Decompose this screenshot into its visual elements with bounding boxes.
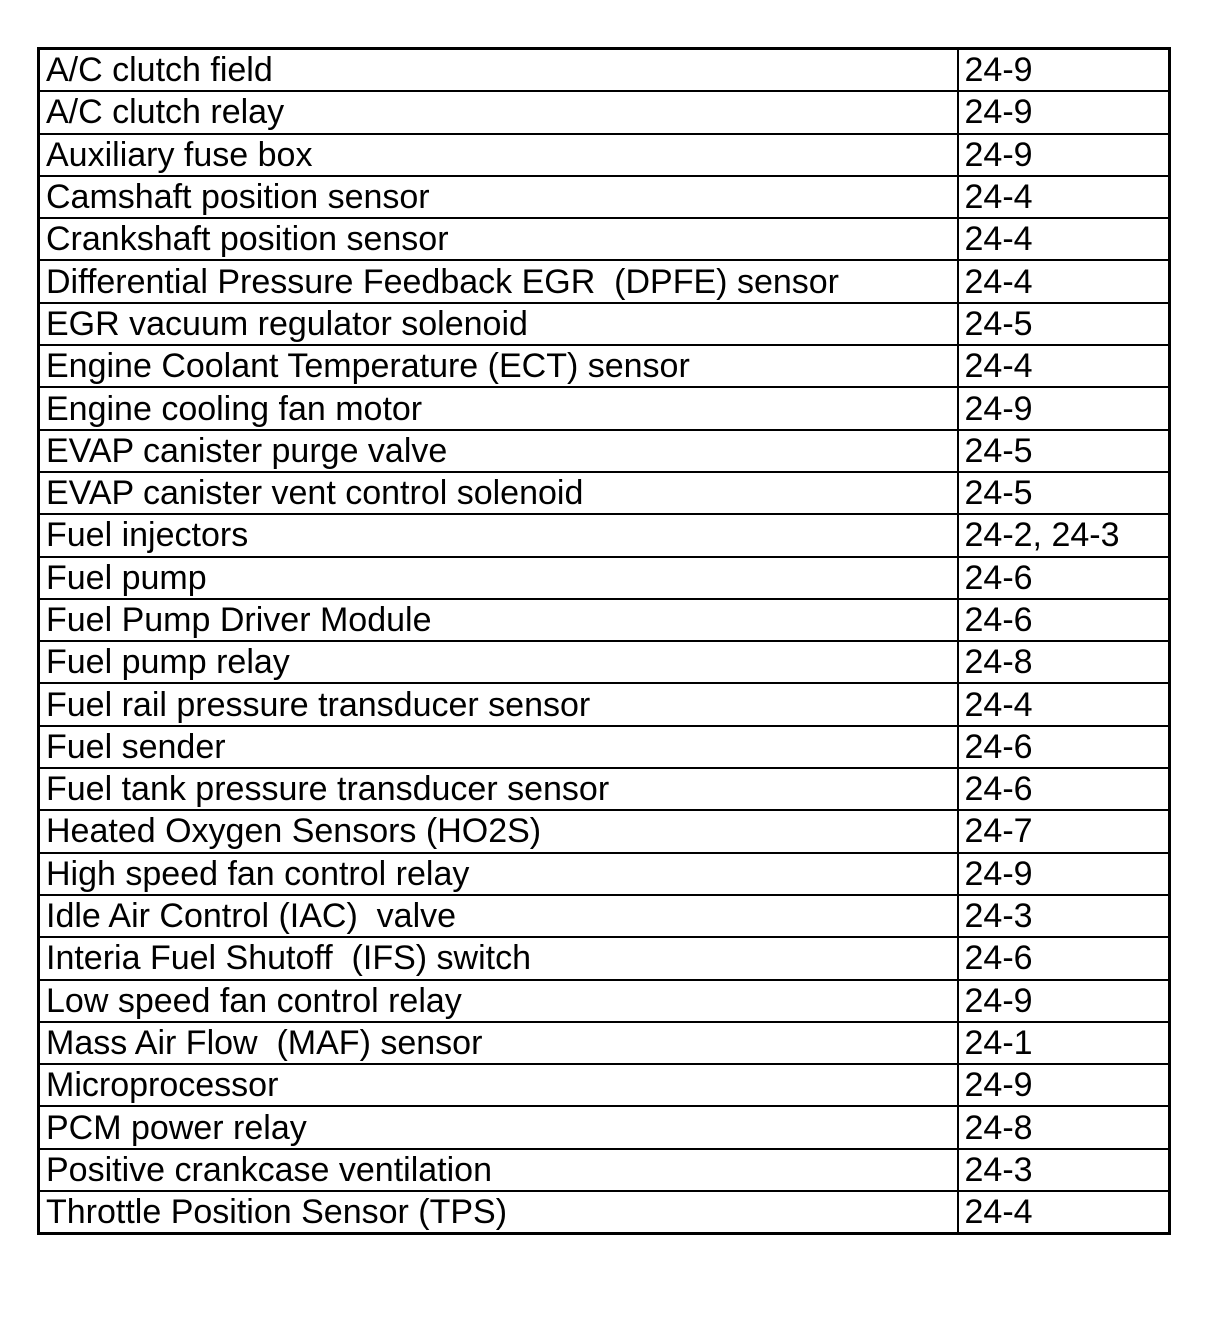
table-row [39, 810, 1170, 852]
component-index-table [37, 47, 1171, 1235]
table-row [39, 768, 1170, 810]
page-reference-cell: 24-4 [958, 1191, 1170, 1234]
component-name-cell: Fuel pump [39, 557, 958, 599]
page-reference-cell: 24-5 [958, 430, 1170, 472]
component-name-cell: Crankshaft position sensor [39, 218, 958, 260]
component-name-cell: EGR vacuum regulator solenoid [39, 303, 958, 345]
component-name-cell: EVAP canister purge valve [39, 430, 958, 472]
table-row [39, 1022, 1170, 1064]
table-row [39, 895, 1170, 937]
page-reference-cell: 24-9 [958, 134, 1170, 176]
page-reference-cell: 24-6 [958, 726, 1170, 768]
page-reference-cell: 24-6 [958, 557, 1170, 599]
table-row [39, 176, 1170, 218]
table-row [39, 472, 1170, 514]
page-reference-cell: 24-9 [958, 49, 1170, 92]
page-reference-cell: 24-5 [958, 472, 1170, 514]
component-name-cell: Camshaft position sensor [39, 176, 958, 218]
page-reference-cell: 24-8 [958, 1106, 1170, 1148]
table-row [39, 430, 1170, 472]
table-row [39, 599, 1170, 641]
component-name-cell: PCM power relay [39, 1106, 958, 1148]
table-row [39, 683, 1170, 725]
table-row [39, 557, 1170, 599]
table-row [39, 980, 1170, 1022]
component-name-cell: Fuel sender [39, 726, 958, 768]
page-reference-cell: 24-3 [958, 895, 1170, 937]
page-reference-cell: 24-9 [958, 853, 1170, 895]
table-row [39, 49, 1170, 92]
page-reference-cell: 24-9 [958, 1064, 1170, 1106]
table-row [39, 853, 1170, 895]
table-row [39, 726, 1170, 768]
table-row [39, 1149, 1170, 1191]
page-reference-cell: 24-4 [958, 260, 1170, 302]
component-name-cell: Fuel injectors [39, 514, 958, 556]
component-name-cell: High speed fan control relay [39, 853, 958, 895]
page-reference-cell: 24-4 [958, 683, 1170, 725]
component-name-cell: Positive crankcase ventilation [39, 1149, 958, 1191]
table-row [39, 387, 1170, 429]
component-name-cell: Idle Air Control (IAC) valve [39, 895, 958, 937]
page-reference-cell: 24-9 [958, 91, 1170, 133]
component-name-cell: Engine Coolant Temperature (ECT) sensor [39, 345, 958, 387]
page-reference-cell: 24-7 [958, 810, 1170, 852]
page-reference-cell: 24-9 [958, 387, 1170, 429]
table-row [39, 937, 1170, 979]
component-name-cell: Heated Oxygen Sensors (HO2S) [39, 810, 958, 852]
table-row [39, 514, 1170, 556]
page-reference-cell: 24-8 [958, 641, 1170, 683]
component-name-cell: Fuel pump relay [39, 641, 958, 683]
table-row [39, 1106, 1170, 1148]
component-name-cell: A/C clutch relay [39, 91, 958, 133]
page-reference-cell: 24-2, 24-3 [958, 514, 1170, 556]
page-reference-cell: 24-6 [958, 768, 1170, 810]
component-name-cell: Throttle Position Sensor (TPS) [39, 1191, 958, 1234]
page-reference-cell: 24-9 [958, 980, 1170, 1022]
component-name-cell: Fuel tank pressure transducer sensor [39, 768, 958, 810]
table-row [39, 1191, 1170, 1234]
component-name-cell: Interia Fuel Shutoff (IFS) switch [39, 937, 958, 979]
table-row [39, 303, 1170, 345]
table-row [39, 1064, 1170, 1106]
component-name-cell: Microprocessor [39, 1064, 958, 1106]
table-row [39, 91, 1170, 133]
page-reference-cell: 24-4 [958, 218, 1170, 260]
component-name-cell: Differential Pressure Feedback EGR (DPFE) sensor [39, 260, 958, 302]
page-reference-cell: 24-6 [958, 599, 1170, 641]
component-name-cell: Fuel rail pressure transducer sensor [39, 683, 958, 725]
table-row [39, 134, 1170, 176]
component-name-cell: EVAP canister vent control solenoid [39, 472, 958, 514]
page-reference-cell: 24-5 [958, 303, 1170, 345]
page-reference-cell: 24-1 [958, 1022, 1170, 1064]
table-row [39, 345, 1170, 387]
page-reference-cell: 24-4 [958, 176, 1170, 218]
component-name-cell: Mass Air Flow (MAF) sensor [39, 1022, 958, 1064]
component-name-cell: Engine cooling fan motor [39, 387, 958, 429]
component-name-cell: A/C clutch field [39, 49, 958, 92]
table-row [39, 641, 1170, 683]
component-name-cell: Fuel Pump Driver Module [39, 599, 958, 641]
table-row [39, 218, 1170, 260]
page-reference-cell: 24-4 [958, 345, 1170, 387]
component-name-cell: Auxiliary fuse box [39, 134, 958, 176]
table-row [39, 260, 1170, 302]
page-reference-cell: 24-6 [958, 937, 1170, 979]
table-body [39, 49, 1170, 1234]
component-name-cell: Low speed fan control relay [39, 980, 958, 1022]
page-reference-cell: 24-3 [958, 1149, 1170, 1191]
